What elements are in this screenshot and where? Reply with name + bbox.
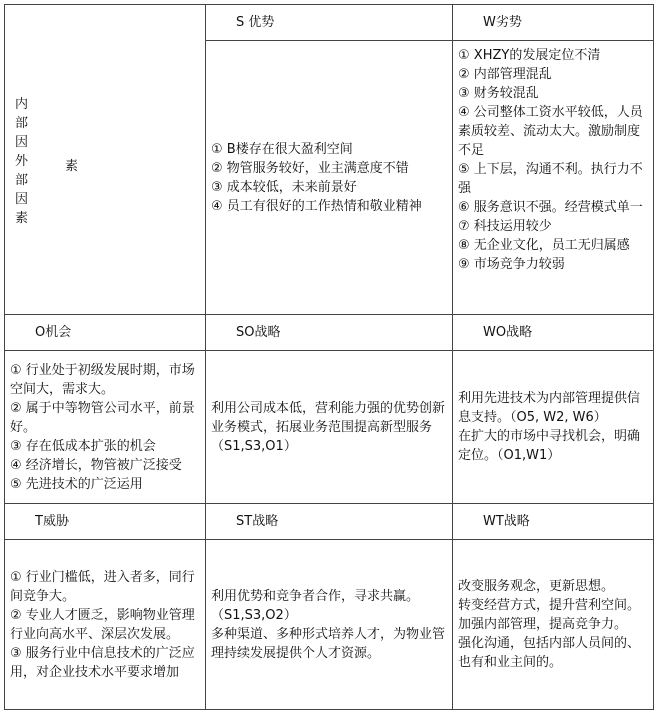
header-so-strategy — [205, 314, 453, 351]
strengths-cell — [205, 40, 453, 315]
weakness-item: ⑦ 科技运用较少 — [458, 219, 552, 234]
header-opportunities — [4, 314, 206, 351]
wt-strategy-text: 强化沟通，包括内部人员间的、也有和业主间的。 — [458, 636, 641, 670]
wo-strategy-text: 在扩大的市场中寻找机会，明确定位。（O1,W1） — [458, 429, 641, 463]
opportunity-item: ⑤ 先进技术的广泛运用 — [10, 476, 143, 492]
header-threats — [4, 503, 206, 540]
threats-cell — [4, 539, 206, 710]
strength-item: ① B楼存在很大盈利空间 — [211, 141, 353, 157]
wt-strategy-text: 改变服务观念，更新思想。 — [458, 579, 615, 594]
header-so-strategy-label: SO战略 — [236, 325, 281, 340]
header-wo-strategy-label: WO战略 — [483, 325, 533, 340]
header-opportunities-label: O机会 — [35, 325, 72, 340]
vertical-char: 因 — [15, 135, 29, 150]
header-st-strategy — [205, 503, 453, 540]
opportunity-item: ④ 经济增长，物管被广泛接受 — [10, 457, 182, 473]
weakness-item: ⑨ 市场竞争力较弱 — [458, 257, 565, 272]
st-strategy-text: 利用优势和竞争者合作，寻求共赢。（S1,S3,O2） — [211, 588, 420, 623]
vertical-char: 因 — [15, 192, 29, 207]
vertical-char: 外 — [15, 154, 29, 169]
opportunity-item: ③ 存在低成本扩张的机会 — [10, 438, 156, 454]
header-threats-label: T威胁 — [35, 514, 69, 529]
header-weaknesses — [452, 4, 654, 41]
wt-strategy-cell — [452, 539, 654, 710]
strength-item: ③ 成本较低，未来前景好 — [211, 179, 357, 195]
header-wt-strategy-label: WT战略 — [483, 514, 530, 529]
weakness-item: ② 内部管理混乱 — [458, 67, 552, 82]
so-strategy-text: 利用公司成本低，营利能力强的优势创新业务模式，拓展业务范围提高新型服务（S1,S3,O1） — [211, 400, 446, 454]
corner-cell — [4, 4, 206, 315]
weakness-item: ③ 财务较混乱 — [458, 86, 539, 101]
weaknesses-cell — [452, 40, 654, 315]
vertical-char: 部 — [15, 116, 29, 131]
header-strengths-label: S 优势 — [236, 15, 275, 30]
weakness-item: ⑤ 上下层，沟通不利。执行力不强 — [458, 162, 643, 196]
st-strategy-cell — [205, 539, 453, 710]
weakness-item: ① XHZY的发展定位不清 — [458, 48, 601, 63]
header-weaknesses-label: W劣势 — [483, 15, 522, 30]
strength-item: ② 物管服务较好，业主满意度不错 — [211, 160, 409, 176]
wt-strategy-text: 转变经营方式，提升营利空间。 — [458, 598, 641, 613]
weakness-item: ⑧ 无企业文化，员工无归属感 — [458, 238, 630, 253]
threat-item: ③ 服务行业中信息技术的广泛应用，对企业技术水平要求增加 — [10, 645, 195, 680]
header-strengths — [205, 4, 453, 41]
wo-strategy-text: 利用先进技术为内部管理提供信息支持。（O5, W2, W6） — [458, 391, 641, 425]
wo-strategy-cell — [452, 350, 654, 504]
weakness-item: ④ 公司整体工资水平较低，人员素质较差、流动太大。激励制度不足 — [458, 105, 643, 158]
so-strategy-cell — [205, 350, 453, 504]
vertical-char: 素 — [15, 211, 29, 226]
threat-item: ② 专业人才匮乏，影响物业管理行业向高水平、深层次发展。 — [10, 607, 195, 642]
header-st-strategy-label: ST战略 — [236, 514, 279, 529]
opportunity-item: ① 行业处于初级发展时期，市场空间大，需求大。 — [10, 362, 195, 397]
threat-item: ① 行业门槛低，进入者多，同行间竞争大。 — [10, 569, 195, 604]
wt-strategy-text: 加强内部管理，提高竞争力。 — [458, 617, 628, 632]
vertical-char: 内 — [15, 97, 29, 112]
strength-item: ④ 员工有很好的工作热情和敬业精神 — [211, 198, 422, 214]
header-wt-strategy — [452, 503, 654, 540]
factors-side-char: 素 — [65, 159, 79, 174]
internal-external-factors-label — [15, 95, 33, 228]
opportunity-item: ② 属于中等物管公司水平，前景好。 — [10, 400, 195, 435]
opportunities-cell — [4, 350, 206, 504]
vertical-char: 部 — [15, 173, 29, 188]
st-strategy-text: 多种渠道、多种形式培养人才，为物业管理持续发展提供个人才资源。 — [211, 626, 446, 661]
weakness-item: ⑥ 服务意识不强。经营模式单一 — [458, 200, 643, 215]
header-wo-strategy — [452, 314, 654, 351]
